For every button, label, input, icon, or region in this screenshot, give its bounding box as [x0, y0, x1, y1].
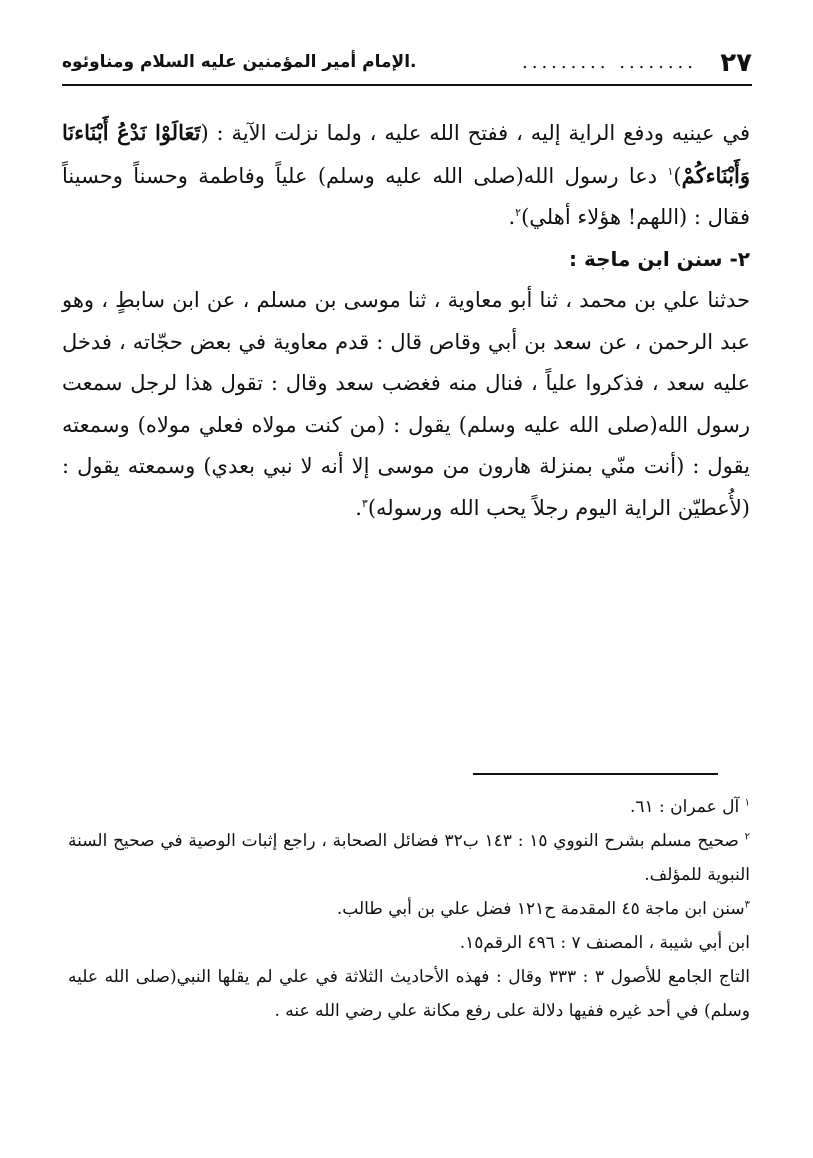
header-dot-leader: ........ .........	[522, 52, 697, 73]
footnote-4	[68, 926, 750, 960]
footnote-1-mark: ١	[744, 797, 750, 809]
page-number: ٢٧	[720, 48, 752, 78]
footnote-1-text: آل عمران : ٦١.	[629, 797, 745, 817]
footnote-2	[68, 824, 750, 892]
footnote-ref-3[interactable]: ٣	[361, 496, 368, 510]
footnote-5-text: التاج الجامع للأصول ٣ : ٣٣٣ وقال : فهذه الأحاديث الثلاثة في علي لم يقلها النبي(صلى الله عليه وسلم) في أحد غيره ففيها دلالة على رفع مكانة علي رضي الله عنه .	[68, 967, 751, 1021]
footnote-2-text: صحيح مسلم بشرح النووي ١٥ : ١٤٣ ب٣٢ فضائل الصحابة ، راجع إثبات الوصية في صحيح السنة النبوية للمؤلف.	[68, 831, 750, 885]
footnotes	[68, 790, 750, 1028]
footnote-separator	[473, 773, 718, 775]
paragraph-2-text-a: حدثنا علي بن محمد ، ثنا أبو معاوية ، ثنا موسى بن مسلم ، عن ابن سابطٍ ، وهو عبد الرحمن ، عن سعد بن أبي وقاص قال : قدم معاوية في بعض حجّاته ، فدخل عليه سعد ، فذكروا علياً ، فنال منه فغضب سعد وقال : تقول هذا لرجل سمعت رسول الله(صلى الله عليه وسلم) يقول : (من كنت مولاه فعلي مولاه) وسمعته يقول : (أنت منّي بمنزلة هارون من موسى إلا أنه لا نبي بعدي) وسمعته يقول : (لأُعطيّن الراية اليوم رجلاً يحب الله ورسوله)	[62, 288, 750, 520]
paragraph-1-text-d: .	[508, 205, 516, 229]
footnote-3	[68, 892, 750, 926]
footnote-3-mark: ٣	[744, 899, 750, 911]
running-title: .الإمام أمير المؤمنين عليه السلام ومناوئوه	[62, 52, 417, 72]
paragraph-1-text-b: )	[673, 163, 682, 188]
paragraph-2	[62, 280, 750, 529]
paragraph-2-text-b: .	[355, 495, 362, 520]
paragraph-1-text-c: دعا رسول الله(صلى الله عليه وسلم) علياً وفاطمة وحسناً وحسيناً فقال : (اللهم! هؤلاء أهلي)	[62, 163, 750, 229]
footnote-ref-1[interactable]: ١	[667, 164, 674, 178]
footnote-ref-2[interactable]: ٢	[515, 206, 522, 219]
page-header	[62, 44, 752, 86]
paragraph-1-text-a: في عينيه ودفع الراية إليه ، ففتح الله عليه ، ولما نزلت الآية : (	[200, 121, 750, 145]
main-text	[62, 112, 750, 529]
paragraph-1	[62, 112, 750, 239]
footnote-3-text: سنن ابن ماجة ٤٥ المقدمة ح١٢١ فضل علي بن أبي طالب.	[336, 899, 745, 919]
footnote-4-text: ابن أبي شيبة ، المصنف ٧ : ٤٩٦ الرقم١٥.	[459, 933, 750, 953]
section-heading: ٢- سنن ابن ماجة :	[569, 246, 750, 271]
footnote-5	[68, 960, 750, 1028]
footnote-2-mark: ٢	[744, 831, 750, 843]
quran-verse: تَعَالَوْا نَدْعُ أَبْنَاءنَا وَأَبْنَاءكُمْ	[62, 120, 750, 188]
footnote-1	[68, 790, 750, 824]
